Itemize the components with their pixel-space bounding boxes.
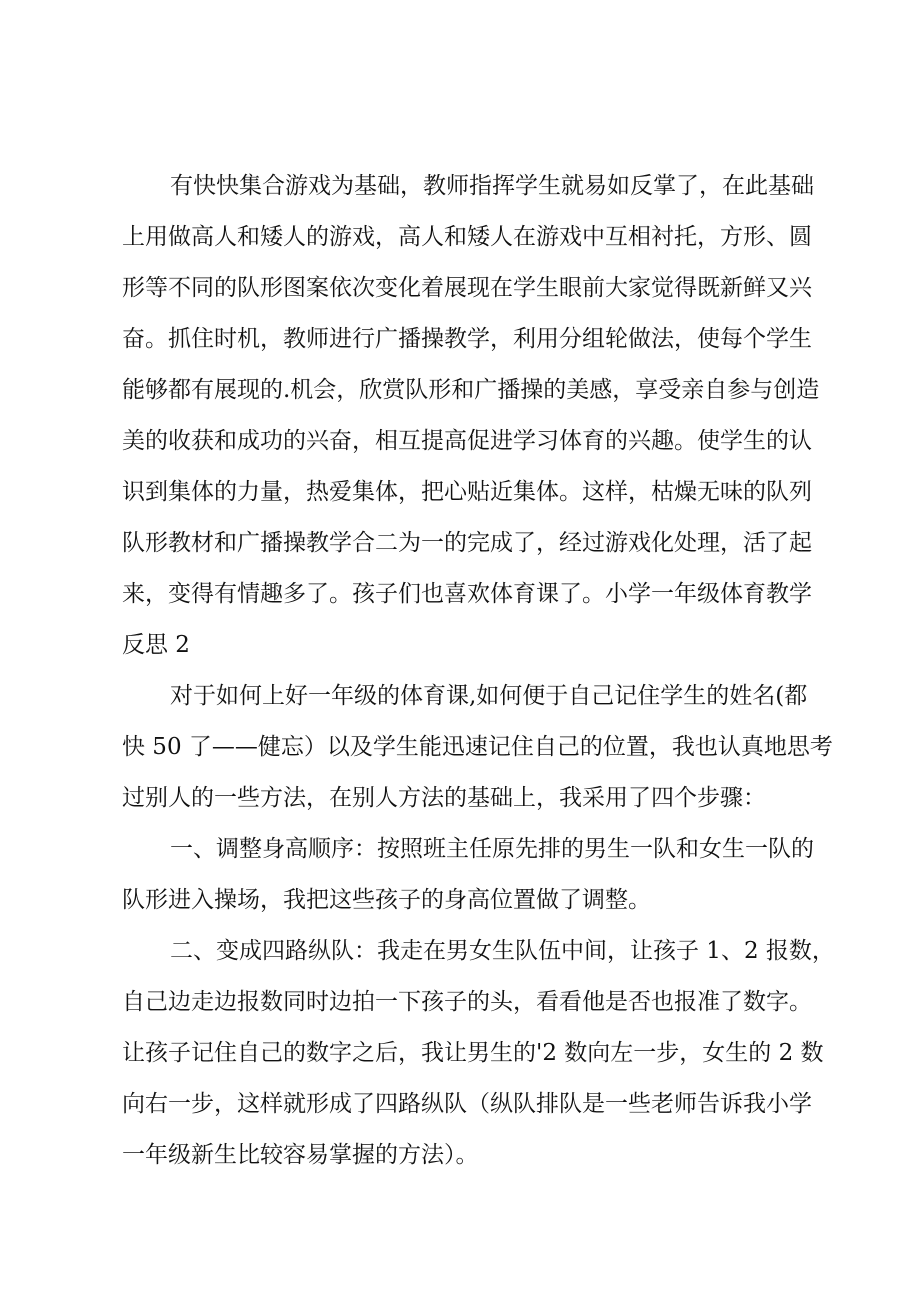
paragraph-4-line-4: 向右一步，这样就形成了四路纵队（纵队排队是一些老师告诉我小学 — [122, 1091, 812, 1117]
paragraph-1-line-1: 有快快集合游戏为基础，教师指挥学生就易如反掌了，在此基础 — [170, 173, 814, 199]
paragraph-4-line-5: 一年级新生比较容易掌握的方法）。 — [122, 1142, 479, 1168]
paragraph-1-line-4: 奋。抓住时机，教师进行广播操教学，利用分组轮做法，使每个学生 — [122, 326, 812, 352]
paragraph-1-line-3: 形等不同的队形图案依次变化着展现在学生眼前大家觉得既新鲜又兴 — [122, 275, 812, 301]
paragraph-4-line-2: 自己边走边报数同时边拍一下孩子的头，看看他是否也报准了数字。 — [122, 989, 812, 1015]
paragraph-1-line-2: 上用做高人和矮人的游戏，高人和矮人在游戏中互相衬托，方形、圆 — [122, 224, 812, 250]
paragraph-4-line-1: 二、变成四路纵队：我走在男女生队伍中间，让孩子 1、2 报数， — [170, 938, 835, 964]
paragraph-1-line-9: 来，变得有情趣多了。孩子们也喜欢体育课了。小学一年级体育教学 — [122, 581, 812, 607]
paragraph-1-line-5: 能够都有展现的.机会，欣赏队形和广播操的美感，享受亲自参与创造 — [122, 377, 820, 403]
paragraph-1-line-8: 队形教材和广播操教学合二为一的完成了，经过游戏化处理，活了起 — [122, 530, 812, 556]
paragraph-1-line-10: 反思 2 — [122, 632, 190, 658]
paragraph-4-line-3: 让孩子记住自己的数字之后，我让男生的'2 数向左一步，女生的 2 数 — [122, 1040, 824, 1066]
paragraph-1-line-7: 识到集体的力量，热爱集体，把心贴近集体。这样，枯燥无味的队列 — [122, 479, 812, 505]
paragraph-2-line-2: 快 50 了——健忘）以及学生能迅速记住自己的位置，我也认真地思考 — [122, 734, 833, 760]
paragraph-3-line-1: 一、调整身高顺序：按照班主任原先排的男生一队和女生一队的 — [170, 836, 814, 862]
paragraph-2-line-1: 对于如何上好一年级的体育课,如何便于自己记住学生的姓名(都 — [170, 683, 808, 709]
paragraph-1-line-6: 美的收获和成功的兴奋，相互提高促进学习体育的兴趣。使学生的认 — [122, 428, 812, 454]
paragraph-2-line-3: 过别人的一些方法，在别人方法的基础上，我采用了四个步骤： — [122, 785, 766, 811]
paragraph-3-line-2: 队形进入操场，我把这些孩子的身高位置做了调整。 — [122, 887, 651, 913]
